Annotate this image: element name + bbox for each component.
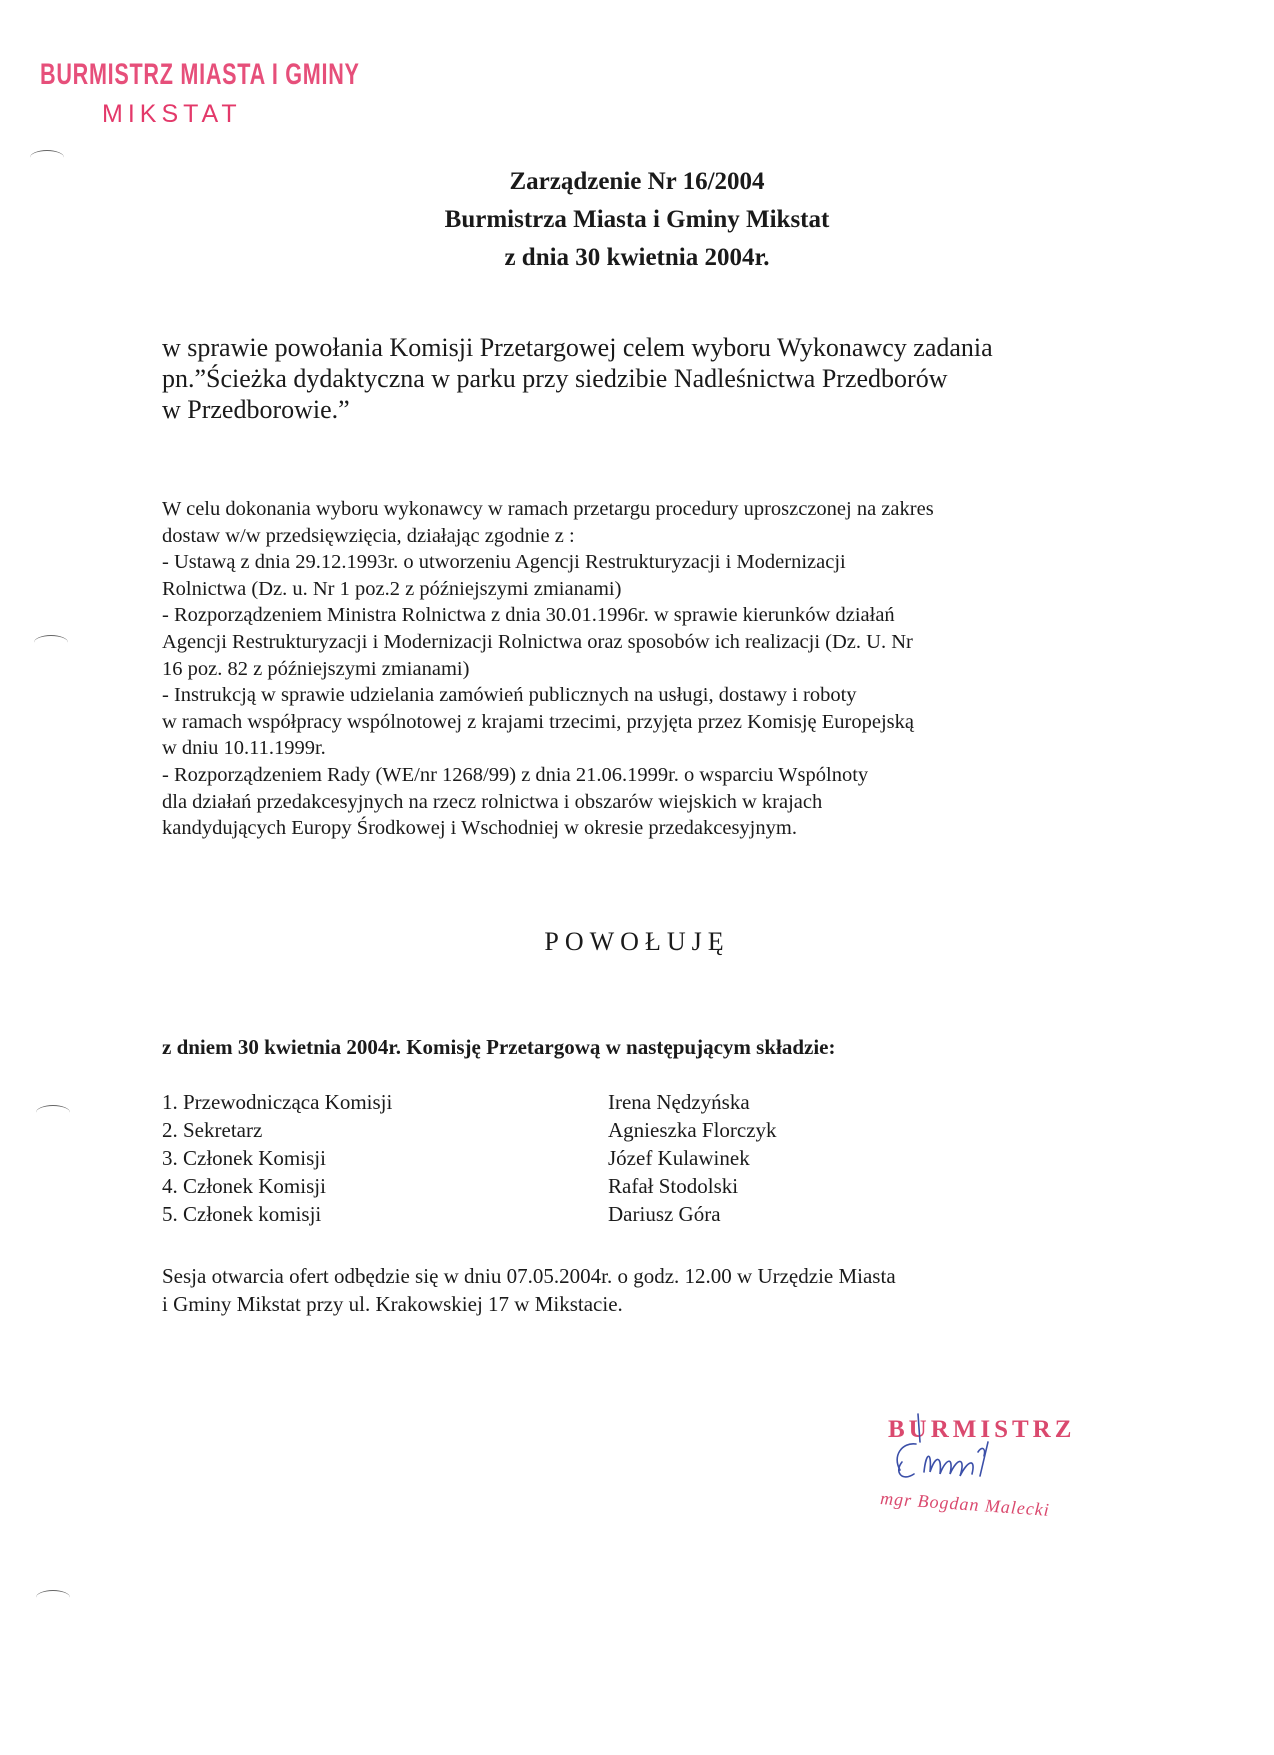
body-line: w ramach współpracy wspólnotowej z krajami trzecimi, przyjęta przez Komisję Europejską (162, 710, 914, 733)
signature-title: BURMISTRZ (888, 1416, 1076, 1443)
body-line: 16 poz. 82 z późniejszymi zmianami) (162, 657, 470, 680)
member-role: 5. Członek komisji (162, 1202, 322, 1226)
body-line: w dniu 10.11.1999r. (162, 737, 326, 760)
punch-hole-mark (36, 1105, 70, 1120)
legal-basis-paragraph (162, 496, 1142, 842)
body-line: kandydujących Europy Środkowej i Wschodniej w okresie przedakcesyjnym. (162, 817, 797, 840)
member-name: Agnieszka Florczyk (608, 1118, 777, 1142)
member-name: Rafał Stodolski (608, 1174, 739, 1198)
title-line: Zarządzenie Nr 16/2004 (509, 168, 765, 195)
appoint-heading: POWOŁUJĘ (544, 927, 730, 956)
punch-hole-mark (36, 1590, 70, 1605)
session-line: i Gminy Mikstat przy ul. Krakowskiej 17 w Mikstacie. (162, 1292, 623, 1316)
document-subject (162, 332, 1122, 425)
member-role: 4. Członek Komisji (162, 1174, 326, 1198)
subject-line: pn.”Ścieżka dydaktyczna w parku przy siedzibie Nadleśnictwa Przedborów (162, 364, 948, 393)
subject-line: w sprawie powołania Komisji Przetargowej celem wyboru Wykonawcy zadania (162, 333, 993, 362)
member-role: 2. Sekretarz (162, 1118, 263, 1142)
body-line: dostaw w/w przedsięwzięcia, działając zgodnie z : (162, 524, 575, 547)
header-stamp (40, 58, 484, 128)
subject-line: w Przedborowie.” (162, 395, 350, 424)
commission-members-list (162, 1088, 962, 1228)
body-line: Agencji Restrukturyzacji i Modernizacji Rolnictwa oraz sposobów ich realizacji (Dz. U. Nr (162, 630, 913, 653)
list-item (162, 1144, 962, 1172)
session-line: Sesja otwarcia ofert odbędzie się w dniu 07.05.2004r. o godz. 12.00 w Urzędzie Miasta (162, 1264, 896, 1288)
list-item (162, 1088, 962, 1116)
document-title (0, 163, 1274, 277)
member-name: Józef Kulawinek (608, 1146, 750, 1170)
member-name: Dariusz Góra (608, 1202, 721, 1226)
signature-name: mgr Bogdan Malecki (879, 1488, 1051, 1520)
signature-stamp (880, 1412, 1120, 1532)
commission-intro: z dniem 30 kwietnia 2004r. Komisję Przetargową w następującym składzie: (162, 1035, 836, 1059)
list-item (162, 1172, 962, 1200)
punch-hole-mark (34, 635, 68, 650)
member-role: 3. Członek Komisji (162, 1146, 326, 1170)
title-line: Burmistrza Miasta i Gminy Mikstat (444, 206, 830, 233)
member-name: Irena Nędzyńska (608, 1090, 750, 1114)
session-info (162, 1262, 896, 1318)
member-role: 1. Przewodnicząca Komisji (162, 1090, 393, 1114)
list-item (162, 1200, 962, 1228)
list-item (162, 1116, 962, 1144)
body-line: - Rozporządzeniem Ministra Rolnictwa z dnia 30.01.1996r. w sprawie kierunków działań (162, 604, 895, 627)
body-line: W celu dokonania wyboru wykonawcy w ramach przetargu procedury uproszczonej na zakres (162, 498, 934, 520)
body-line: - Rozporządzeniem Rady (WE/nr 1268/99) z dnia 21.06.1999r. o wsparciu Wspólnoty (162, 763, 869, 786)
body-line: - Ustawą z dnia 29.12.1993r. o utworzeniu Agencji Restrukturyzacji i Modernizacji (162, 551, 846, 574)
body-line: dla działań przedakcesyjnych na rzecz rolnictwa i obszarów wiejskich w krajach (162, 790, 823, 813)
body-line: Rolnictwa (Dz. u. Nr 1 poz.2 z późniejszymi zmianami) (162, 577, 622, 600)
title-line: z dnia 30 kwietnia 2004r. (504, 244, 770, 271)
stamp-town-line: MIKSTAT (102, 100, 242, 128)
body-line: - Instrukcją w sprawie udzielania zamówień publicznych na usługi, dostawy i roboty (162, 684, 857, 707)
stamp-office-line: BURMISTRZ MIASTA I GMINY (40, 58, 360, 91)
